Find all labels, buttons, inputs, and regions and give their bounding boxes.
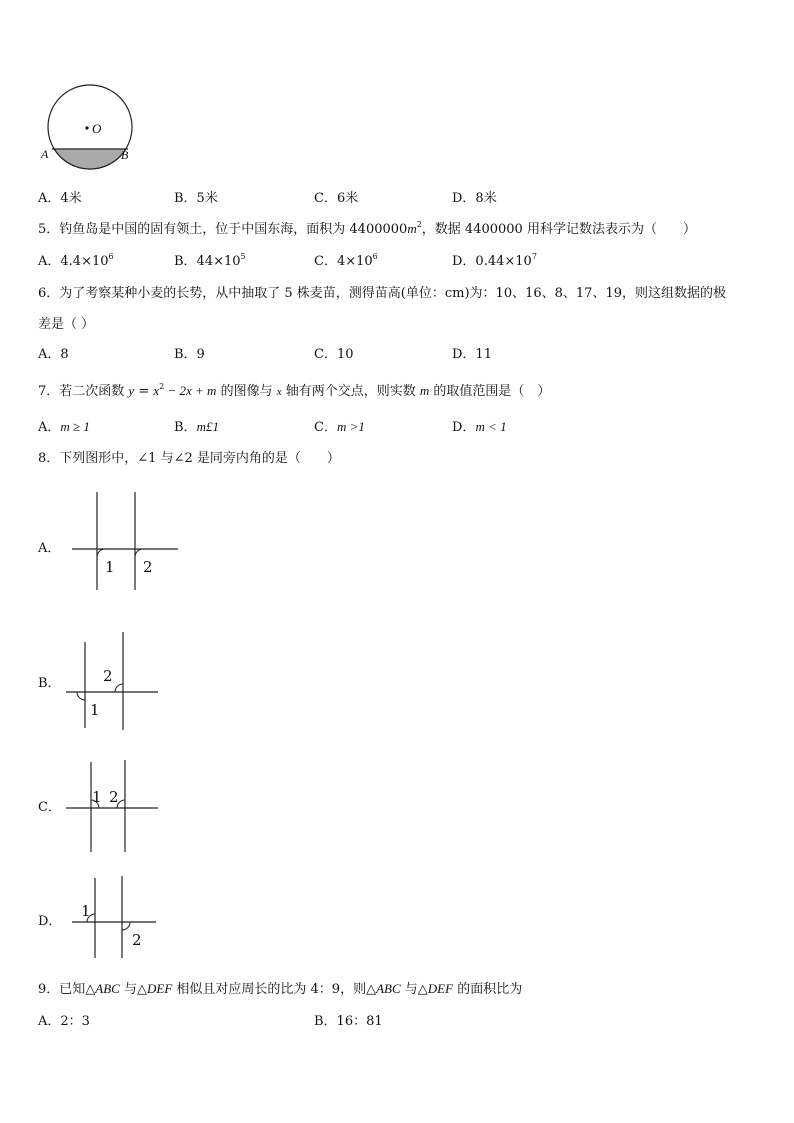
q6-option-d: D．11: [452, 347, 492, 362]
q5-option-a: A．$4.4\times 10^6$: [38, 252, 114, 269]
q8-d-angle-1: 1: [81, 902, 91, 920]
q5-question: 5．钓鱼岛是中国的固有领土，位于中国东海，面积为 $4400000m^2$，数据 4400000 用科学记数法表示为（ ）: [38, 220, 696, 237]
q8-option-b-label: B．: [38, 676, 61, 691]
q9-option-b: B．16：81: [314, 1014, 383, 1029]
point-a-label: A: [41, 147, 49, 161]
q6-option-b: B．9: [174, 347, 205, 362]
q7-question: 7．若二次函数 $y = x^2 - 2x + m$ 的图像与 x 轴有两个交点，则实数 m 的取值范围是（ ）: [38, 382, 551, 399]
q7-option-a: A．m ≥ 1: [38, 419, 90, 435]
q8-figure-a: [68, 490, 183, 595]
q6-option-c: C．10: [314, 347, 354, 362]
q8-a-angle-1: 1: [105, 558, 115, 576]
point-o-label: O: [92, 121, 102, 136]
q8-a-angle-2: 2: [143, 558, 153, 576]
q4-option-b: B．5米: [174, 191, 218, 206]
point-b-label: B: [121, 148, 129, 162]
q5-option-b: B．$44\times 10^5$: [174, 252, 246, 269]
q8-option-c-label: C．: [38, 800, 61, 815]
q5-option-c: C．$4\times 10^6$: [314, 252, 378, 269]
q5-option-d: D．$0.44\times 10^7$: [452, 252, 537, 269]
q7-option-d: D．m < 1: [452, 419, 507, 435]
q8-b-angle-2: 2: [103, 667, 113, 685]
q8-option-a-label: A．: [38, 541, 61, 556]
q6-question-line2: 差是（ ）: [38, 317, 95, 332]
q8-c-angle-2: 2: [109, 788, 119, 806]
q8-c-angle-1: 1: [92, 788, 102, 806]
q4-option-a: A．4米: [38, 191, 82, 206]
q8-b-angle-1: 1: [90, 701, 100, 719]
q6-option-a: A．8: [38, 347, 69, 362]
q8-question: 8．下列图形中，∠1 与∠2 是同旁内角的是（ ）: [38, 451, 340, 466]
q4-option-c: C．6米: [314, 191, 359, 206]
q6-question-line1: 6．为了考察某种小麦的长势，从中抽取了 5 株麦苗，测得苗高(单位：cm)为：10、16、8、17、19，则这组数据的极: [38, 286, 726, 301]
q9-option-a: A．2：3: [38, 1014, 90, 1029]
q7-option-b: B．m£1: [174, 419, 219, 435]
q8-d-angle-2: 2: [132, 931, 142, 949]
q8-option-d-label: D．: [38, 914, 62, 929]
q4-option-d: D．8米: [452, 191, 497, 206]
q8-figure-c: [62, 758, 162, 858]
q7-option-c: C．m >1: [314, 419, 365, 435]
q9-question: 9．已知△ABC 与△DEF 相似且对应周长的比为 4：9，则△ABC 与△DEF 的面积比为: [38, 981, 523, 997]
